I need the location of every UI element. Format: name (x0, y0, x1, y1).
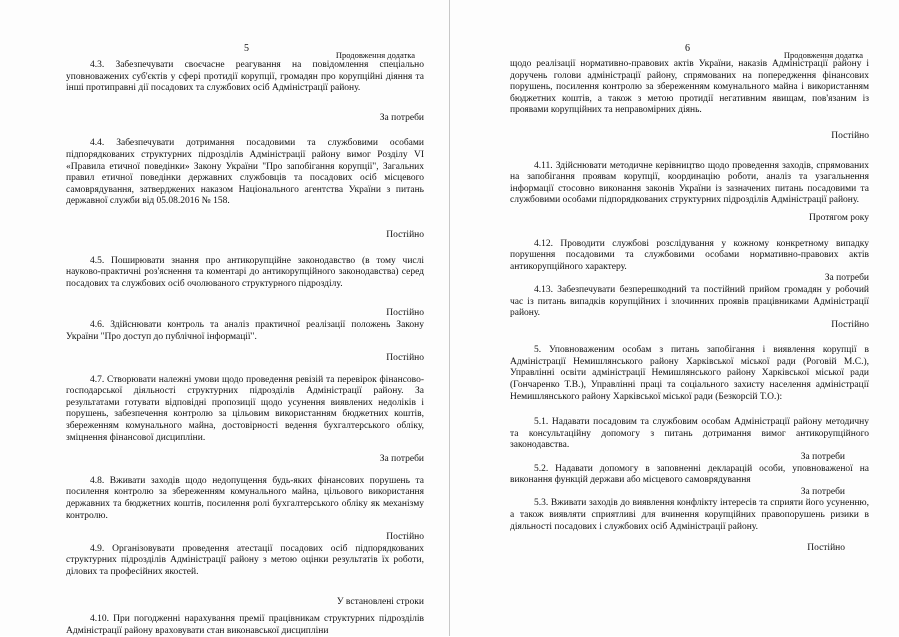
clause-4-6-term: Постійно (386, 353, 424, 364)
clause-4-11: 4.11. Здійснювати методичне керівництво щодо проведення заходів, спрямованих на запобігання проявам корупції, координацію роботи, аналіз та узагальнення інформації стосовно виконання законів України із зазначених питань посадовими та службовими особами підпорядкованих структурних підрозділів Адміністрації району. (510, 160, 869, 206)
clause-4-3: 4.3. Забезпечувати своєчасне реагування на повідомлення спеціально уповноважених суб'єктів у сфері протидії корупції, громадян про корупційні діяння та інші протиправні дії посадових та службових осіб Адміністрації району. (66, 60, 424, 94)
clause-4-13-term: Постійно (831, 319, 869, 330)
clause-4-5: 4.5. Поширювати знання про антикорупційне законодавство (в тому числі науково-практичні роз'яснення та коментарі до антикорупційного законодавства) серед посадових та службових осіб очолюваного структурного підрозділу. (66, 255, 424, 289)
continuation-note: Продовження додатка (783, 50, 863, 60)
clause-4-10-term: Постійно (831, 130, 869, 141)
clause-4-12: 4.12. Проводити службові розслідування у кожному конкретному випадку порушення посадовими та службовими особами нормативно-правових актів антикорупційного характеру. (510, 238, 869, 272)
clause-4-12-term: За потреби (824, 273, 869, 284)
page-left (0, 0, 449, 636)
continuation-note: Продовження додатка (335, 50, 415, 60)
clause-4-10: 4.10. При погодженні нарахування премії працівникам структурних підрозділів Адміністрації району враховувати стан виконавської дисципліни (66, 614, 424, 636)
page-number: 5 (244, 43, 249, 54)
clause-5-3: 5.3. Вживати заходів до виявлення конфлікту інтересів та сприяти його усуненню, а також виявляти сприятливі для вчинення корупційних правопорушень ризики в діяльності посадових і службових осіб Адміністрації району. (510, 498, 869, 532)
clause-4-3-term: За потреби (379, 112, 424, 123)
page-body (510, 59, 869, 555)
clause-4-13: 4.13. Забезпечувати безперешкодний та постійний прийом громадян у робочий час із питань випадків корупційних і злочинних проявів працівниками Адміністрації району. (510, 284, 869, 319)
clause-5-3-term: Постійно (807, 543, 845, 554)
clause-4-4: 4.4. Забезпечувати дотримання посадовими та службовими особами підпорядкованих структурних підрозділів Адміністрації району вимог Розділу VI «Правила етичної поведінки» Закону України "Про запобігання корупції", Загальних правил етичної поведінки державних службовців та посадових осіб місцевого самоврядування, затверджених наказом Національного агентства України з питань державної служби від 05.08.2016 № 158. (66, 138, 424, 207)
clause-4-5-term: Постійно (386, 308, 424, 319)
clause-4-6: 4.6. Здійснювати контроль та аналіз практичної реалізації положень Закону України "Про доступ до публічної інформації". (66, 319, 424, 342)
clause-4-11-term: Протягом року (809, 212, 869, 223)
clause-4-9: 4.9. Організовувати проведення атестації посадових осіб підпорядкованих структурних підрозділів Адміністрації району з метою оцінки результатів їх роботи, ділових та професійних якостей. (66, 543, 424, 577)
clause-5: 5. Уповноваженим особам з питань запобігання і виявлення корупції в Адміністрації Немишлянського району Харківської міської ради (Роговій М.С.), Управлінні освіти адміністрації Немишлянського району Харківської міської ради (Гончаренко Т.В.), Управлінні праці та соціального захисту населення адміністрації Немишлянського району Харківської міської ради (Безкорсій Т.О.): (510, 345, 869, 402)
clause-5-2: 5.2. Надавати допомогу в заповненні декларацій особи, уповноваженої на виконання функцій держави або місцевого самоврядування (510, 463, 869, 486)
clause-4-7-term: За потреби (379, 454, 424, 465)
clause-5-1: 5.1. Надавати посадовим та службовим особам Адміністрації району методичну та консультаційну допомогу з питань дотримання вимог антикорупційного законодавства. (510, 417, 869, 451)
clause-5-2-term: За потреби (800, 486, 845, 497)
clause-4-9-term: У встановлені строки (336, 596, 424, 607)
page-number: 6 (685, 43, 690, 54)
clause-5-1-term: За потреби (800, 452, 845, 463)
clause-4-4-term: Постійно (386, 229, 424, 240)
page-right (450, 0, 899, 636)
clause-4-8-term: Постійно (386, 532, 424, 543)
clause-4-7: 4.7. Створювати належні умови щодо проведення ревізій та перевірок фінансово-господарської діяльності структурних підрозділів Адміністрації району. За результатами готувати відповідні пропозиції щодо усунення виявлених недоліків і порушень, забезпечення контролю за цільовим використанням бюджетних коштів, збереженням комунального майна, достовірності ведення бухгалтерського обліку, зміцнення фінансової дисципліни. (66, 374, 424, 443)
clause-4-10-continued: щодо реалізації нормативно-правових актів України, наказів Адміністрації району і доручень голови адміністрації району, спрямованих на попередження фінансових порушень, посилення контролю за збереженням комунального майна і використанням бюджетних коштів, а також з метою протидії негативним явищам, пов'язаним із проявами корупційних та неправомірних діянь. (510, 59, 869, 116)
clause-4-8: 4.8. Вживати заходів щодо недопущення будь-яких фінансових порушень та посилення контролю за збереженням комунального майна, цільового використання державних та бюджетних коштів, посилення ролі бухгалтерського обліку як механізму контролю. (66, 475, 424, 521)
page-body (66, 60, 424, 637)
